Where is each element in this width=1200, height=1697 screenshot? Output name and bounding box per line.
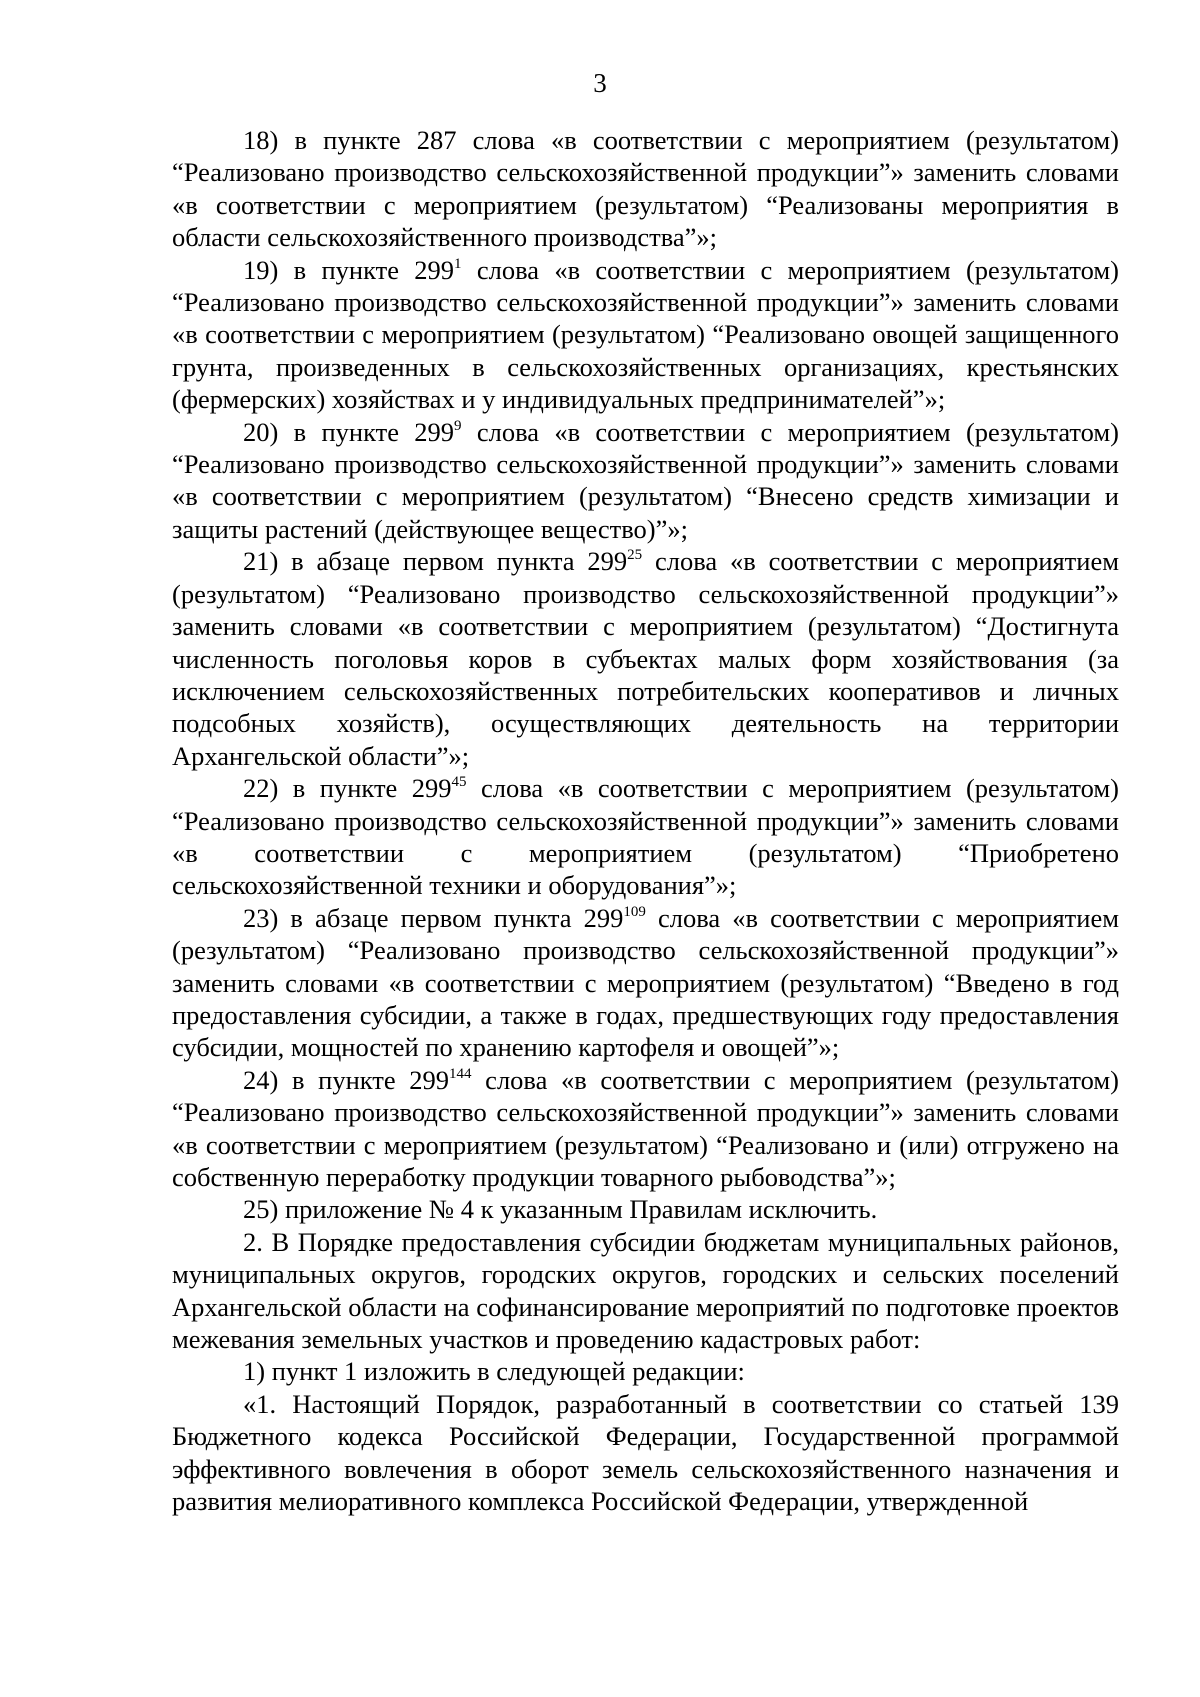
page-number: 3 <box>593 68 607 98</box>
paragraph-text: 22) в пункте 299 <box>243 773 452 804</box>
paragraph-item-18 <box>172 124 1119 254</box>
paragraph-superscript: 109 <box>623 903 646 920</box>
paragraph-item-24 <box>172 1064 1119 1194</box>
paragraph-text: слова «в соответствии с мероприятием (результатом) “Реализовано производство сельскохозяйственной продукции”» заменить словами «в соответствии с мероприятием (результатом) “Достигнута численность поголовья коров в субъектах малых форм хозяйствования (за исключением сельскохозяйственных потребительских кооперативов и личных подсобных хозяйств), осуществляющих деятельность на территории Архангельской области”»; <box>172 546 1119 771</box>
paragraph-superscript: 45 <box>451 774 467 791</box>
paragraph-quoted-item-1 <box>172 1388 1119 1518</box>
paragraph-text: слова «в соответствии с мероприятием (результатом) “Реализовано производство сельскохозяйственной продукции”» заменить словами «в соответствии с мероприятием (результатом) “Введено в год предоставления субсидии, а также в годах, предшествующих году предоставления субсидии, мощностей по хранению картофеля и овощей”»; <box>172 902 1119 1063</box>
paragraph-section-2 <box>172 1226 1119 1356</box>
paragraph-item-19 <box>172 254 1119 416</box>
paragraph-text: 19) в пункте 299 <box>243 254 455 285</box>
paragraph-text: слова «в соответствии с мероприятием (результатом) “Реализовано производство сельскохозяйственной продукции”» заменить словами «в соответствии с мероприятием (результатом) “Приобретено сельскохозяйственной техники и оборудования”»; <box>172 773 1119 901</box>
paragraph-text: слова «в соответствии с мероприятием (результатом) “Реализовано производство сельскохозяйственной продукции”» заменить словами «в соответствии с мероприятием (результатом) “Реализовано овощей защищенного грунта, произведенных в сельскохозяйственных организациях, крестьянских (фермерских) хозяйствах и у индивидуальных предпринимателей”»; <box>172 254 1119 415</box>
paragraph-item-25 <box>172 1193 1119 1225</box>
paragraph-superscript: 1 <box>454 255 462 272</box>
paragraph-item-22 <box>172 772 1119 902</box>
paragraph-text: «1. Настоящий Порядок, разработанный в соответствии со статьей 139 Бюджетного кодекса Российской Федерации, Государственной программой эффективного вовлечения в оборот земель сельскохозяйственного назначения и развития мелиоративного комплекса Российской Федерации, утвержденной <box>172 1388 1119 1517</box>
paragraph-text: 1) пункт 1 изложить в следующей редакции: <box>243 1356 745 1387</box>
paragraph-text: 2. В Порядке предоставления субсидии бюджетам муниципальных районов, муниципальных округов, городских округов, городских и сельских поселений Архангельской области на софинансирование мероприятий по подготовке проектов межевания земельных участков и проведению кадастровых работ: <box>172 1226 1119 1355</box>
paragraph-text: слова «в соответствии с мероприятием (результатом) “Реализовано производство сельскохозяйственной продукции”» заменить словами «в соответствии с мероприятием (результатом) “Внесено средств химизации и защиты растений (действующее вещество)”»; <box>172 416 1119 544</box>
paragraph-item-21 <box>172 545 1119 772</box>
paragraph-item-23 <box>172 902 1119 1064</box>
paragraph-superscript: 25 <box>627 547 643 564</box>
paragraph-subitem-1 <box>172 1355 1119 1387</box>
paragraph-text: 18) в пункте 287 слова «в соответствии с мероприятием (результатом) “Реализовано производство сельскохозяйственной продукции”» заменить словами «в соответствии с мероприятием (результатом) “Реализованы мероприятия в области сельскохозяйственного производства”»; <box>172 125 1119 253</box>
paragraph-text: 20) в пункте 299 <box>243 416 455 447</box>
paragraph-text: 24) в пункте 299 <box>243 1064 450 1095</box>
paragraph-text: 21) в абзаце первом пункта 299 <box>243 546 628 577</box>
paragraph-text: 23) в абзаце первом пункта 299 <box>243 902 624 933</box>
document-body <box>172 124 1119 1517</box>
paragraph-text: 25) приложение № 4 к указанным Правилам исключить. <box>243 1194 878 1225</box>
paragraph-text: слова «в соответствии с мероприятием (результатом) “Реализовано производство сельскохозяйственной продукции”» заменить словами «в соответствии с мероприятием (результатом) “Реализовано и (или) отгружено на собственную переработку продукции товарного рыбоводства”»; <box>172 1064 1119 1192</box>
paragraph-item-20 <box>172 416 1119 546</box>
paragraph-superscript: 9 <box>454 417 462 434</box>
paragraph-superscript: 144 <box>449 1065 472 1082</box>
